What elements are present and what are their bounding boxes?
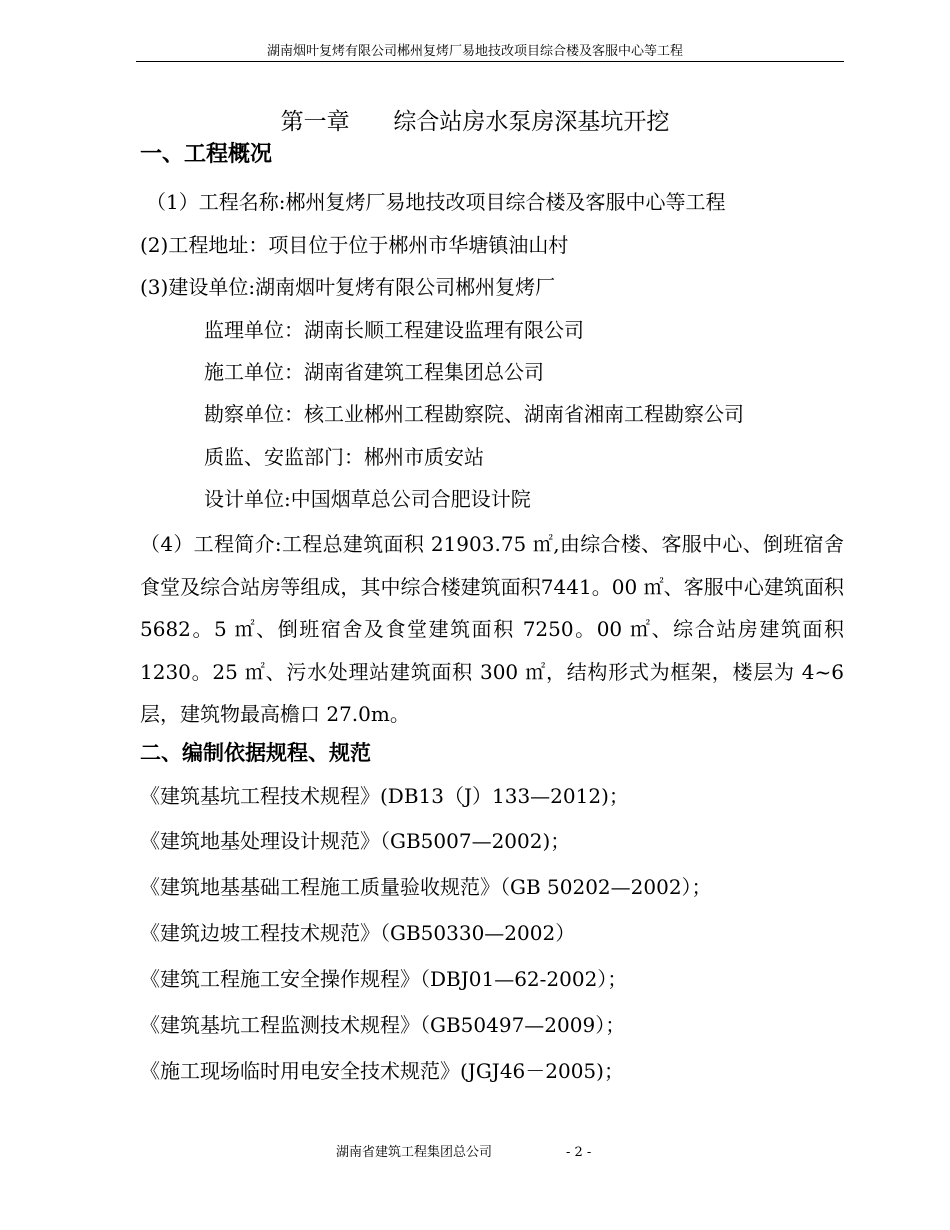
client-line: (3)建设单位:湖南烟叶复烤有限公司郴州复烤厂 [140, 275, 556, 299]
quality-safety-line: 质监、安监部门：郴州市质安站 [204, 445, 484, 469]
chapter-title: 第一章 综合站房水泵房深基坑开挖 [280, 109, 670, 135]
section-heading-references: 二、编制依据规程、规范 [140, 741, 371, 765]
project-intro-paragraph: （4）工程简介:工程总建筑面积 21903.75 ㎡,由综合楼、客服中心、倒班宿舍食堂及综合站房等组成，其中综合楼建筑面积7441。00 ㎡、客服中心建筑面积 5682。5 ㎡、倒班宿舍及食堂建筑面积 7250。00 ㎡、综合站房建筑面积 1230。25 ㎡、污水处理站建筑面积 300 ㎡，结构形式为框架，楼层为 4~6 层，建筑物最高檐口 27.0m。 [140, 532, 844, 727]
header-rule [136, 61, 844, 62]
reference-item: 《施工现场临时用电安全技术规范》(JGJ46－2005)； [140, 1059, 624, 1083]
project-address-line: (2)工程地址：项目位于位于郴州市华塘镇油山村 [140, 233, 569, 257]
designer-line: 设计单位:中国烟草总公司合肥设计院 [204, 487, 531, 511]
reference-item: 《建筑地基基础工程施工质量验收规范》（GB 50202—2002）； [140, 875, 712, 899]
page-number: - 2 - [566, 1145, 592, 1160]
reference-item: 《建筑基坑工程技术规程》(DB13（J）133—2012)； [140, 784, 629, 808]
section-heading-overview: 一、工程概况 [140, 142, 273, 167]
reference-item: 《建筑地基处理设计规范》（GB5007—2002)； [140, 829, 571, 853]
reference-item: 《建筑工程施工安全操作规程》（DBJ01—62-2002）； [140, 967, 628, 991]
reference-item: 《建筑边坡工程技术规范》（GB50330—2002） [140, 921, 576, 945]
footer-company: 湖南省建筑工程集团总公司 [336, 1145, 493, 1160]
supervisor-line: 监理单位：湖南长顺工程建设监理有限公司 [204, 318, 584, 342]
contractor-line: 施工单位：湖南省建筑工程集团总公司 [204, 360, 544, 384]
reference-item: 《建筑基坑工程监测技术规程》（GB50497—2009）； [140, 1013, 626, 1037]
project-name-line: （1）工程名称:郴州复烤厂易地技改项目综合楼及客服中心等工程 [146, 190, 726, 214]
survey-line: 勘察单位：核工业郴州工程勘察院、湖南省湘南工程勘察公司 [204, 402, 744, 426]
running-header: 湖南烟叶复烤有限公司郴州复烤厂易地技改项目综合楼及客服中心等工程 [266, 44, 683, 59]
